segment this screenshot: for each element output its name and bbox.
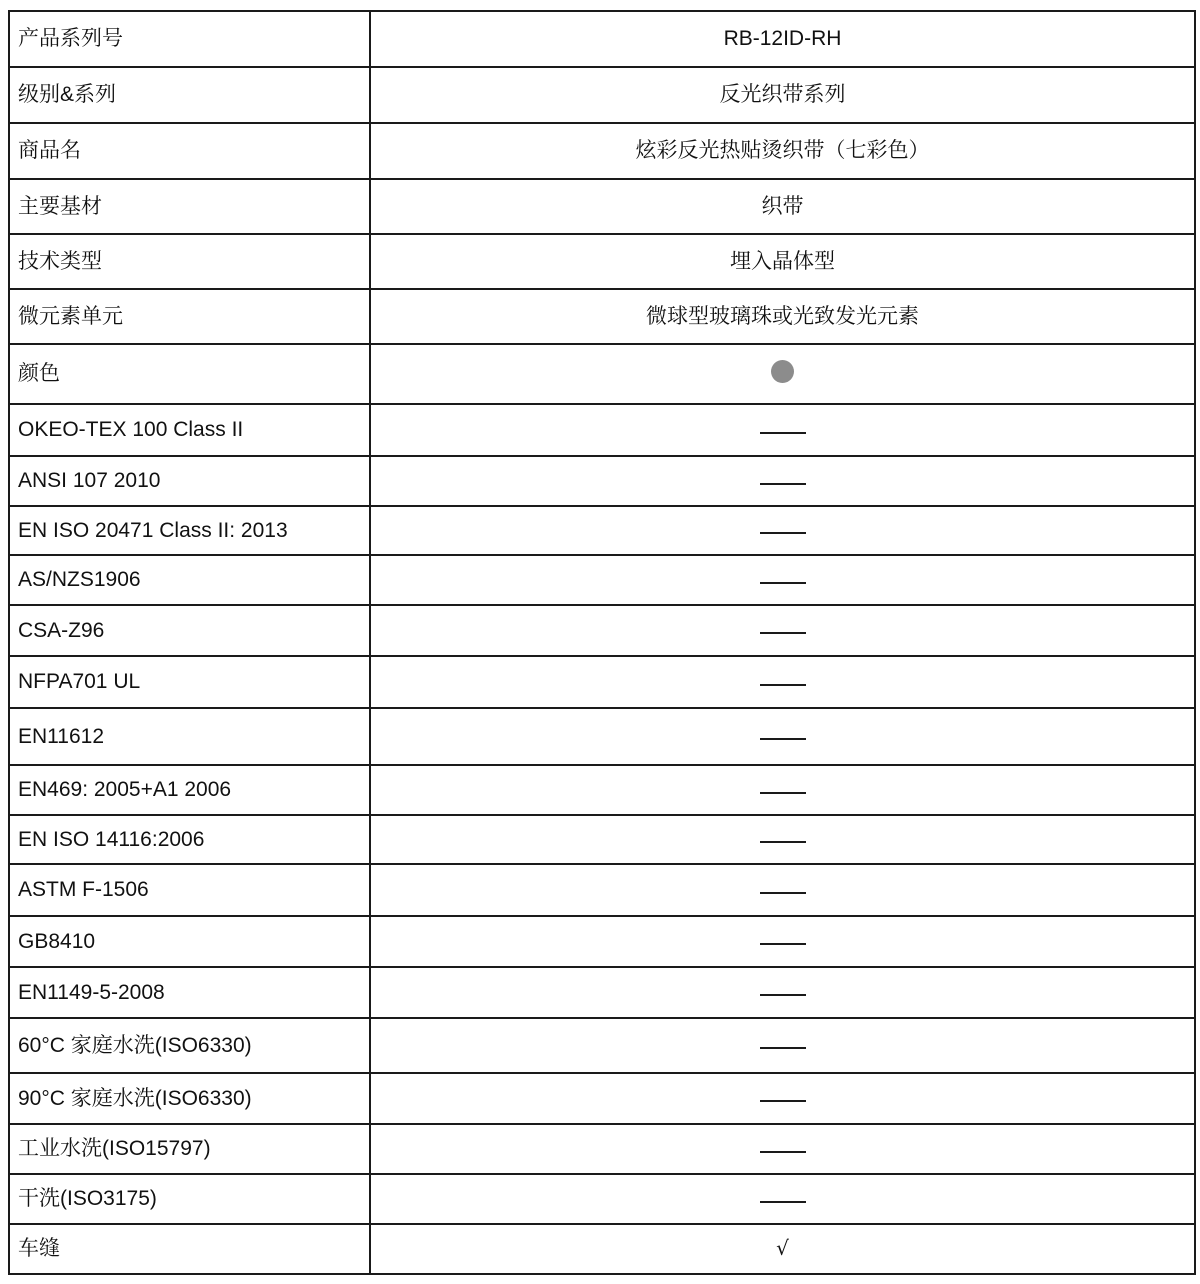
not-applicable-dash: [760, 1201, 806, 1203]
table-row: [9, 1073, 1195, 1124]
row-value: [370, 11, 1195, 67]
row-value: [370, 1224, 1195, 1274]
table-row: [9, 67, 1195, 123]
row-label: ASTM F-1506: [9, 864, 370, 916]
table-row: [9, 344, 1195, 404]
row-label: 颜色: [9, 344, 370, 404]
not-applicable-dash: [760, 994, 806, 996]
row-label: EN ISO 20471 Class II: 2013: [9, 506, 370, 555]
table-row: [9, 11, 1195, 67]
row-value-text: 炫彩反光热贴烫织带（七彩色）: [635, 139, 930, 163]
not-applicable-dash: [760, 892, 806, 894]
checkmark-icon: √: [776, 1236, 789, 1261]
row-value: [370, 234, 1195, 289]
not-applicable-dash: [760, 1047, 806, 1049]
not-applicable-dash: [760, 684, 806, 686]
not-applicable-dash: [760, 943, 806, 945]
row-label: EN ISO 14116:2006: [9, 815, 370, 864]
table-row: [9, 815, 1195, 864]
spec-table: [8, 10, 1196, 1275]
row-label: 商品名: [9, 123, 370, 179]
row-label: 60°C 家庭水洗(ISO6330): [9, 1018, 370, 1073]
not-applicable-dash: [760, 738, 806, 740]
table-row: [9, 555, 1195, 605]
not-applicable-dash: [760, 532, 806, 534]
table-row: [9, 656, 1195, 708]
row-label: 级别&系列: [9, 67, 370, 123]
not-applicable-dash: [760, 432, 806, 434]
row-value: [370, 179, 1195, 234]
table-row: [9, 289, 1195, 344]
row-value-text: 织带: [761, 194, 804, 218]
row-value: [370, 1174, 1195, 1224]
row-label: 技术类型: [9, 234, 370, 289]
table-row: [9, 179, 1195, 234]
row-value-text: 埋入晶体型: [730, 249, 835, 273]
table-row: [9, 708, 1195, 765]
row-label: AS/NZS1906: [9, 555, 370, 605]
not-applicable-dash: [760, 632, 806, 634]
table-row: [9, 234, 1195, 289]
table-row: [9, 1124, 1195, 1174]
table-row: [9, 506, 1195, 555]
row-value: [370, 289, 1195, 344]
row-value: [370, 916, 1195, 967]
row-label: EN11612: [9, 708, 370, 765]
table-row: [9, 605, 1195, 656]
not-applicable-dash: [760, 1151, 806, 1153]
table-row: [9, 765, 1195, 815]
row-value: [370, 1073, 1195, 1124]
row-label: 干洗(ISO3175): [9, 1174, 370, 1224]
table-row: [9, 456, 1195, 506]
row-value: [370, 765, 1195, 815]
row-value: [370, 1018, 1195, 1073]
row-label: EN469: 2005+A1 2006: [9, 765, 370, 815]
row-value-text: 反光织带系列: [719, 83, 846, 107]
row-value: [370, 555, 1195, 605]
row-value: [370, 344, 1195, 404]
not-applicable-dash: [760, 483, 806, 485]
row-label: CSA-Z96: [9, 605, 370, 656]
row-label: ANSI 107 2010: [9, 456, 370, 506]
row-label: 产品系列号: [9, 11, 370, 67]
not-applicable-dash: [760, 1100, 806, 1102]
table-row: [9, 916, 1195, 967]
table-row: [9, 404, 1195, 456]
spec-table-body: [9, 11, 1195, 1274]
table-row: [9, 1174, 1195, 1224]
table-row: [9, 1224, 1195, 1274]
row-value: [370, 864, 1195, 916]
not-applicable-dash: [760, 582, 806, 584]
row-label: EN1149-5-2008: [9, 967, 370, 1018]
row-value: [370, 656, 1195, 708]
row-label: NFPA701 UL: [9, 656, 370, 708]
row-label: 工业水洗(ISO15797): [9, 1124, 370, 1174]
table-row: [9, 123, 1195, 179]
not-applicable-dash: [760, 841, 806, 843]
row-label: OKEO-TEX 100 Class II: [9, 404, 370, 456]
row-label: 微元素单元: [9, 289, 370, 344]
row-value: [370, 708, 1195, 765]
row-value: [370, 506, 1195, 555]
color-swatch: [771, 360, 794, 383]
row-value: [370, 123, 1195, 179]
row-label: 90°C 家庭水洗(ISO6330): [9, 1073, 370, 1124]
row-value: [370, 67, 1195, 123]
not-applicable-dash: [760, 792, 806, 794]
row-value: [370, 404, 1195, 456]
row-value: [370, 1124, 1195, 1174]
table-row: [9, 967, 1195, 1018]
row-label: 主要基材: [9, 179, 370, 234]
row-label: 车缝: [9, 1224, 370, 1274]
row-value: [370, 605, 1195, 656]
table-row: [9, 1018, 1195, 1073]
row-value: [370, 967, 1195, 1018]
row-value-text: 微球型玻璃珠或光致发光元素: [646, 304, 919, 328]
row-value-text: RB-12ID-RH: [723, 27, 842, 51]
table-row: [9, 864, 1195, 916]
row-value: [370, 815, 1195, 864]
row-value: [370, 456, 1195, 506]
row-label: GB8410: [9, 916, 370, 967]
